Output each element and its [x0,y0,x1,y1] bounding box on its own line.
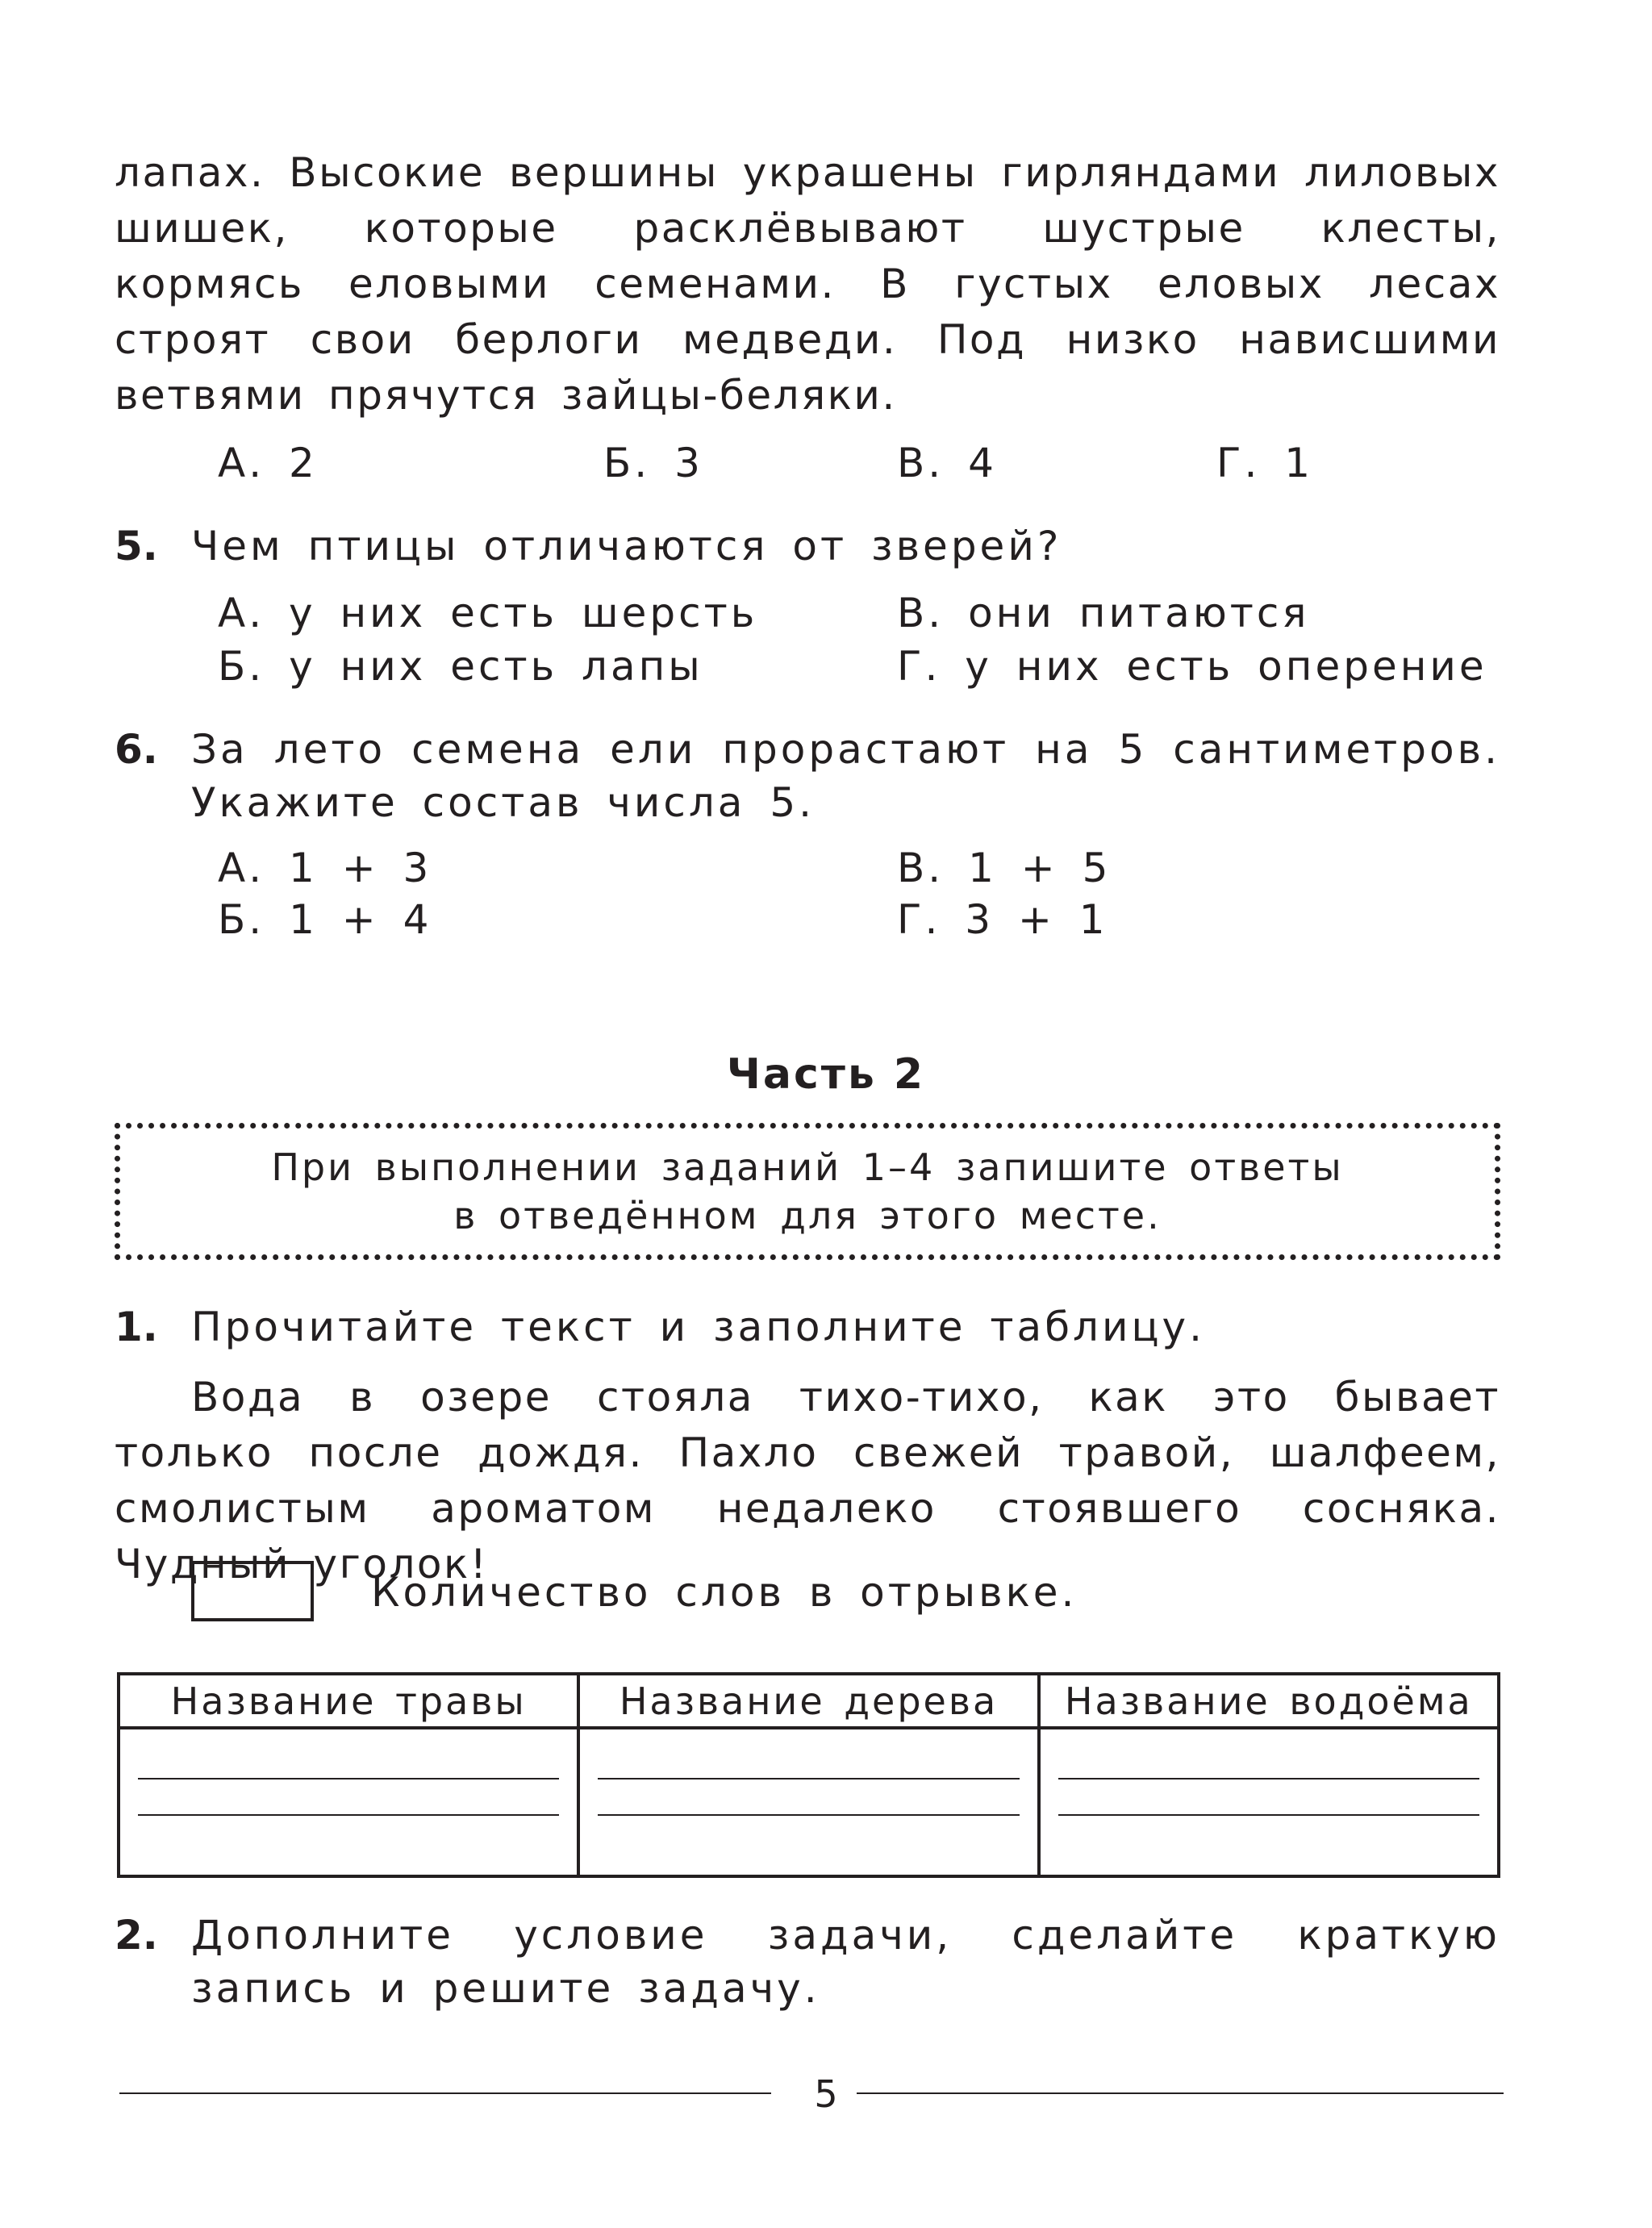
q5-text: Чем птицы отличаются от зверей? [191,523,1062,570]
q6-answer-c: В. 1 + 5 [897,845,1112,891]
answer-cell-water-body[interactable] [1039,1728,1499,1876]
q5-answer-d: Г. у них есть оперение [897,643,1487,690]
write-line [138,1778,559,1779]
q4-answer-a: А. 2 [218,440,318,486]
q6-text: За лето семена ели прорастают на 5 сантиметров. Укажите состав числа 5. [191,726,1500,826]
task1-passage: Вода в озере стояла тихо-тихо, как это бывает только после дождя. Пахло свежей травой, шалфеем, смолистым ароматом недалеко стоявшего сосняка. Чудный уголок! [115,1374,1500,1588]
write-line [138,1814,559,1816]
word-count-label: Количество слов в отрывке. [371,1569,1078,1616]
q6-number: 6. [115,726,158,773]
q5-number: 5. [115,523,158,570]
q6-answer-a: А. 1 + 3 [218,845,432,891]
header-tree: Название дерева [578,1674,1038,1728]
task2-text: Дополните условие задачи, сделайте краткую запись и решите задачу. [191,1912,1500,2012]
q4-answer-d: Г. 1 [1216,440,1314,486]
header-grass: Название травы [119,1674,578,1728]
word-count-answer-box[interactable] [191,1561,314,1621]
q4-answer-c: В. 4 [897,440,997,486]
part2-title: Часть 2 [726,1050,926,1099]
q5-answer-a: А. у них есть шерсть [218,590,758,636]
header-water-body: Название водоёма [1039,1674,1499,1728]
write-line [598,1778,1019,1779]
answer-cell-grass[interactable] [119,1728,578,1876]
q6-answer-d: Г. 3 + 1 [897,896,1108,943]
page-number: 5 [814,2072,838,2116]
task1-number: 1. [115,1304,158,1350]
answer-cell-tree[interactable] [578,1728,1038,1876]
q4-answer-b: Б. 3 [603,440,703,486]
intro-paragraph: лапах. Высокие вершины украшены гирляндами лиловых шишек, которые расклёвывают шустрые клесты, кормясь еловыми семенами. В густых еловых лесах строят свои берлоги медведи. Под низко нависшими ветвями прячутся зайцы-беляки. [115,149,1500,419]
task2-number: 2. [115,1912,158,1959]
instruction-line-1: При выполнении заданий 1–4 запишите ответы [271,1145,1344,1189]
names-table [117,1672,1500,1878]
instruction-line-2: в отведённом для этого месте. [453,1194,1162,1237]
task1-text: Прочитайте текст и заполните таблицу. [191,1304,1205,1350]
write-line [1058,1814,1479,1816]
write-line [598,1814,1019,1816]
footer-rule-right [857,2092,1504,2094]
write-line [1058,1778,1479,1779]
q5-answer-b: Б. у них есть лапы [218,643,703,690]
q5-answer-c: В. они питаются [897,590,1310,636]
instruction-box [115,1123,1500,1260]
q6-answer-b: Б. 1 + 4 [218,896,432,943]
